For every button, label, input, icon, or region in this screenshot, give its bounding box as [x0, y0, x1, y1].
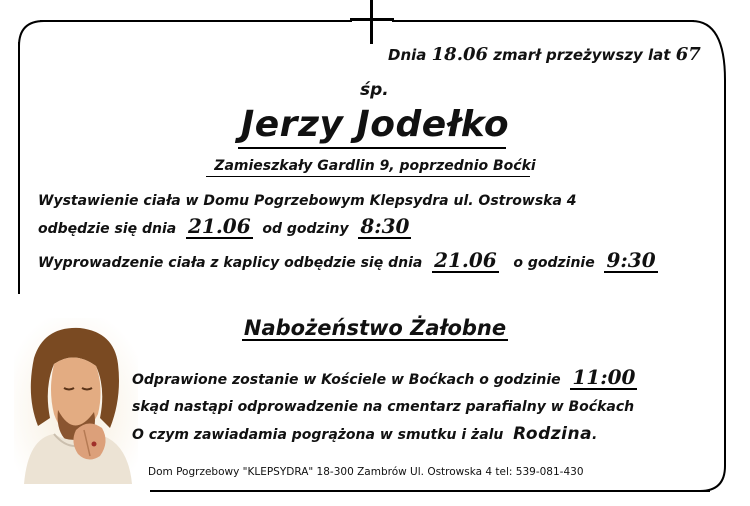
- viewing-middle: od godziny: [262, 221, 349, 237]
- procession-line: [38, 250, 658, 273]
- cross-icon: [370, 0, 373, 44]
- cross-bar: [350, 18, 394, 21]
- service-line-3: [132, 424, 597, 444]
- frame-top-left-corner: [16, 18, 46, 48]
- viewing-line-2: [38, 216, 411, 239]
- service-line-1: [132, 367, 637, 390]
- frame-bottom-line: [150, 490, 710, 492]
- footer-funeral-home: Dom Pogrzebowy "KLEPSYDRA" 18-300 Zambrów Ul. Ostrowska 4 tel: 539-081-430: [148, 466, 584, 478]
- service-line-2: skąd nastąpi odprowadzenie na cmentarz parafialny w Boćkach: [132, 399, 635, 415]
- service-line-3-prefix: O czym zawiadamia pogrążona w smutku i żalu: [132, 427, 504, 443]
- service-line-1-prefix: Odprawione zostanie w Kościele w Boćkach o godzinie: [132, 372, 561, 388]
- service-time: 11:00: [572, 365, 636, 389]
- frame-bottom-right-corner: [700, 388, 728, 494]
- death-middle: zmarł przeżywszy lat: [493, 46, 671, 64]
- residence-underline: [206, 176, 530, 177]
- procession-prefix: Wyprowadzenie ciała z kaplicy odbędzie się dnia: [38, 255, 423, 271]
- procession-date: 21.06: [434, 248, 497, 272]
- death-date: 18.06: [431, 44, 489, 65]
- viewing-time: 8:30: [360, 214, 410, 238]
- service-heading-text: Nabożeństwo Żałobne: [243, 316, 507, 340]
- death-date-line: [388, 44, 701, 65]
- procession-time: 9:30: [606, 248, 656, 272]
- viewing-date: 21.06: [187, 214, 251, 238]
- viewing-line-1: Wystawienie ciała w Domu Pogrzebowym Klepsydra ul. Ostrowska 4: [38, 193, 577, 209]
- honorific: śp.: [360, 80, 389, 100]
- deceased-name: Jerzy Jodełko: [240, 104, 510, 145]
- procession-middle: o godzinie: [513, 255, 595, 271]
- family-signature: Rodzina: [513, 424, 593, 444]
- service-line-3-suffix: .: [592, 427, 598, 443]
- frame-top-left-line: [40, 20, 352, 22]
- frame-top-right-line: [392, 20, 694, 22]
- viewing-prefix: odbędzie się dnia: [38, 221, 177, 237]
- name-underline: [238, 147, 506, 149]
- residence: Zamieszkały Gardlin 9, poprzednio Boćki: [214, 158, 536, 174]
- death-prefix: Dnia: [388, 46, 427, 64]
- age: 67: [675, 44, 701, 65]
- praying-jesus-illustration: [14, 318, 138, 484]
